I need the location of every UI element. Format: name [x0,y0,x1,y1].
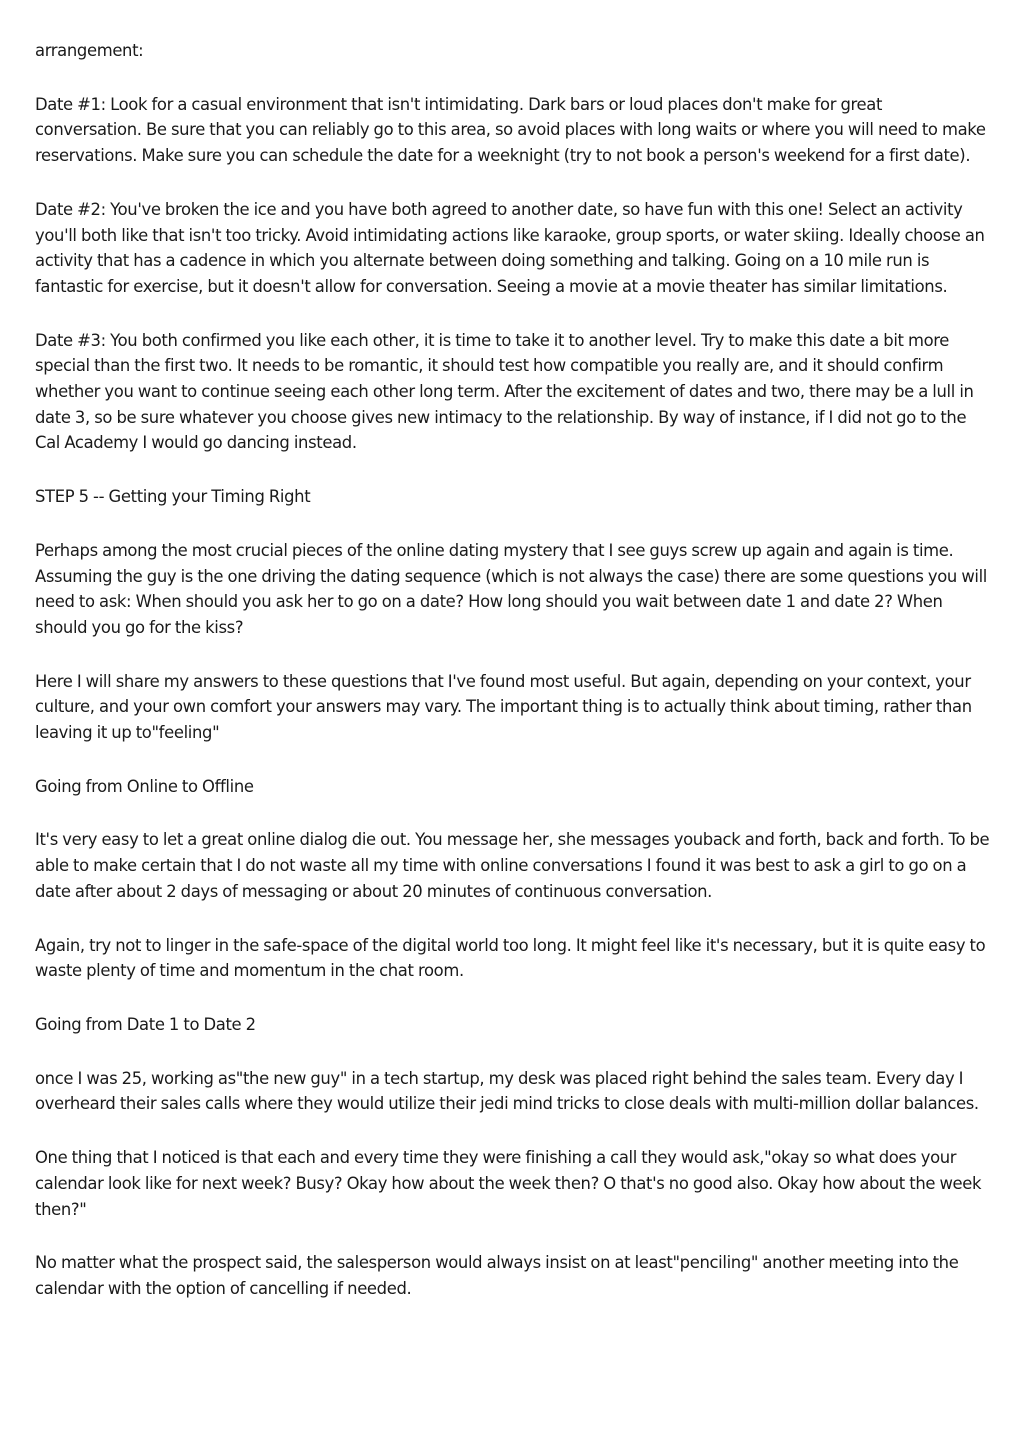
paragraph-calendar-question: One thing that I noticed is that each and every time they were finishing a call they would ask,"okay so what does your calendar look like for next week? Busy? Okay how about the week then? O that's no good also. Okay how about the week then?" [35,1148,982,1219]
document-body [35,38,991,1330]
paragraph-online-dialog: It's very easy to let a great online dialog die out. You message her, she messages youback and forth, back and forth. To be able to make certain that I do not waste all my time with online conversations I found it was best to ask a girl to go on a date after about 2 days of messaging or about 20 minutes of continuous conversation. [35,830,990,901]
paragraph-dont-linger: Again, try not to linger in the safe-space of the digital world too long. It might feel like it's necessary, but it is quite easy to waste plenty of time and momentum in the chat room. [35,935,986,981]
paragraph-date-1: Date #1: Look for a casual environment that isn't intimidating. Dark bars or loud places don't make for great conversation. Be sure that you can reliably go to this area, so avoid places with long waits or where you will need to make reservations. Make sure you can schedule the date for a weeknight (try to not book a person's weekend for a first date). [35,94,986,166]
paragraph-timing-intro: Perhaps among the most crucial pieces of the online dating mystery that I see guys screw up again and again is time. Assuming the guy is the one driving the dating sequence (which is not always the case) there are some questions you will need to ask: When should you ask her to go on a date? How long should you wait between date 1 and date 2? When should you go for the kiss? [35,540,987,637]
paragraph-timing-answers: Here I will share my answers to these questions that I've found most useful. But again, depending on your context, your culture, and your own comfort your answers may vary. The important thing is to actually think about timing, rather than leaving it up to"feeling" [35,671,972,743]
paragraph-arrangement: arrangement: [35,41,144,60]
paragraph-date-3: Date #3: You both confirmed you like each other, it is time to take it to another level. Try to make this date a bit more special than the first two. It needs to be romantic, it should test how compatible you really are, and it should confirm whether you want to continue seeing each other long term. After the excitement of dates and two, there may be a lull in date 3, so be sure whatever you choose gives new intimacy to the relationship. By way of instance, if I did not go to the Cal Academy I would go dancing instead. [35,330,974,453]
paragraph-tech-startup: once I was 25, working as"the new guy" in a tech startup, my desk was placed right behind the sales team. Every day I overheard their sales calls where they would utilize their jedi mind tricks to close deals with multi-million dollar balances. [35,1068,979,1114]
paragraph-penciling: No matter what the prospect said, the salesperson would always insist on at least"penciling" another meeting into the calendar with the option of cancelling if needed. [35,1253,959,1298]
heading-step-5: STEP 5 -- Getting your Timing Right [35,487,311,507]
heading-online-to-offline: Going from Online to Offline [35,776,254,796]
paragraph-date-2: Date #2: You've broken the ice and you have both agreed to another date, so have fun with this one! Select an activity you'll both like that isn't too tricky. Avoid intimidating actions like karaoke, group sports, or water skiing. Ideally choose an activity that has a cadence in which you alternate between doing something and talking. Going on a 10 mile run is fantastic for exercise, but it doesn't allow for conversation. Seeing a movie at a movie theater has similar limitations. [35,199,985,296]
heading-date-1-to-date-2: Going from Date 1 to Date 2 [35,1014,256,1034]
